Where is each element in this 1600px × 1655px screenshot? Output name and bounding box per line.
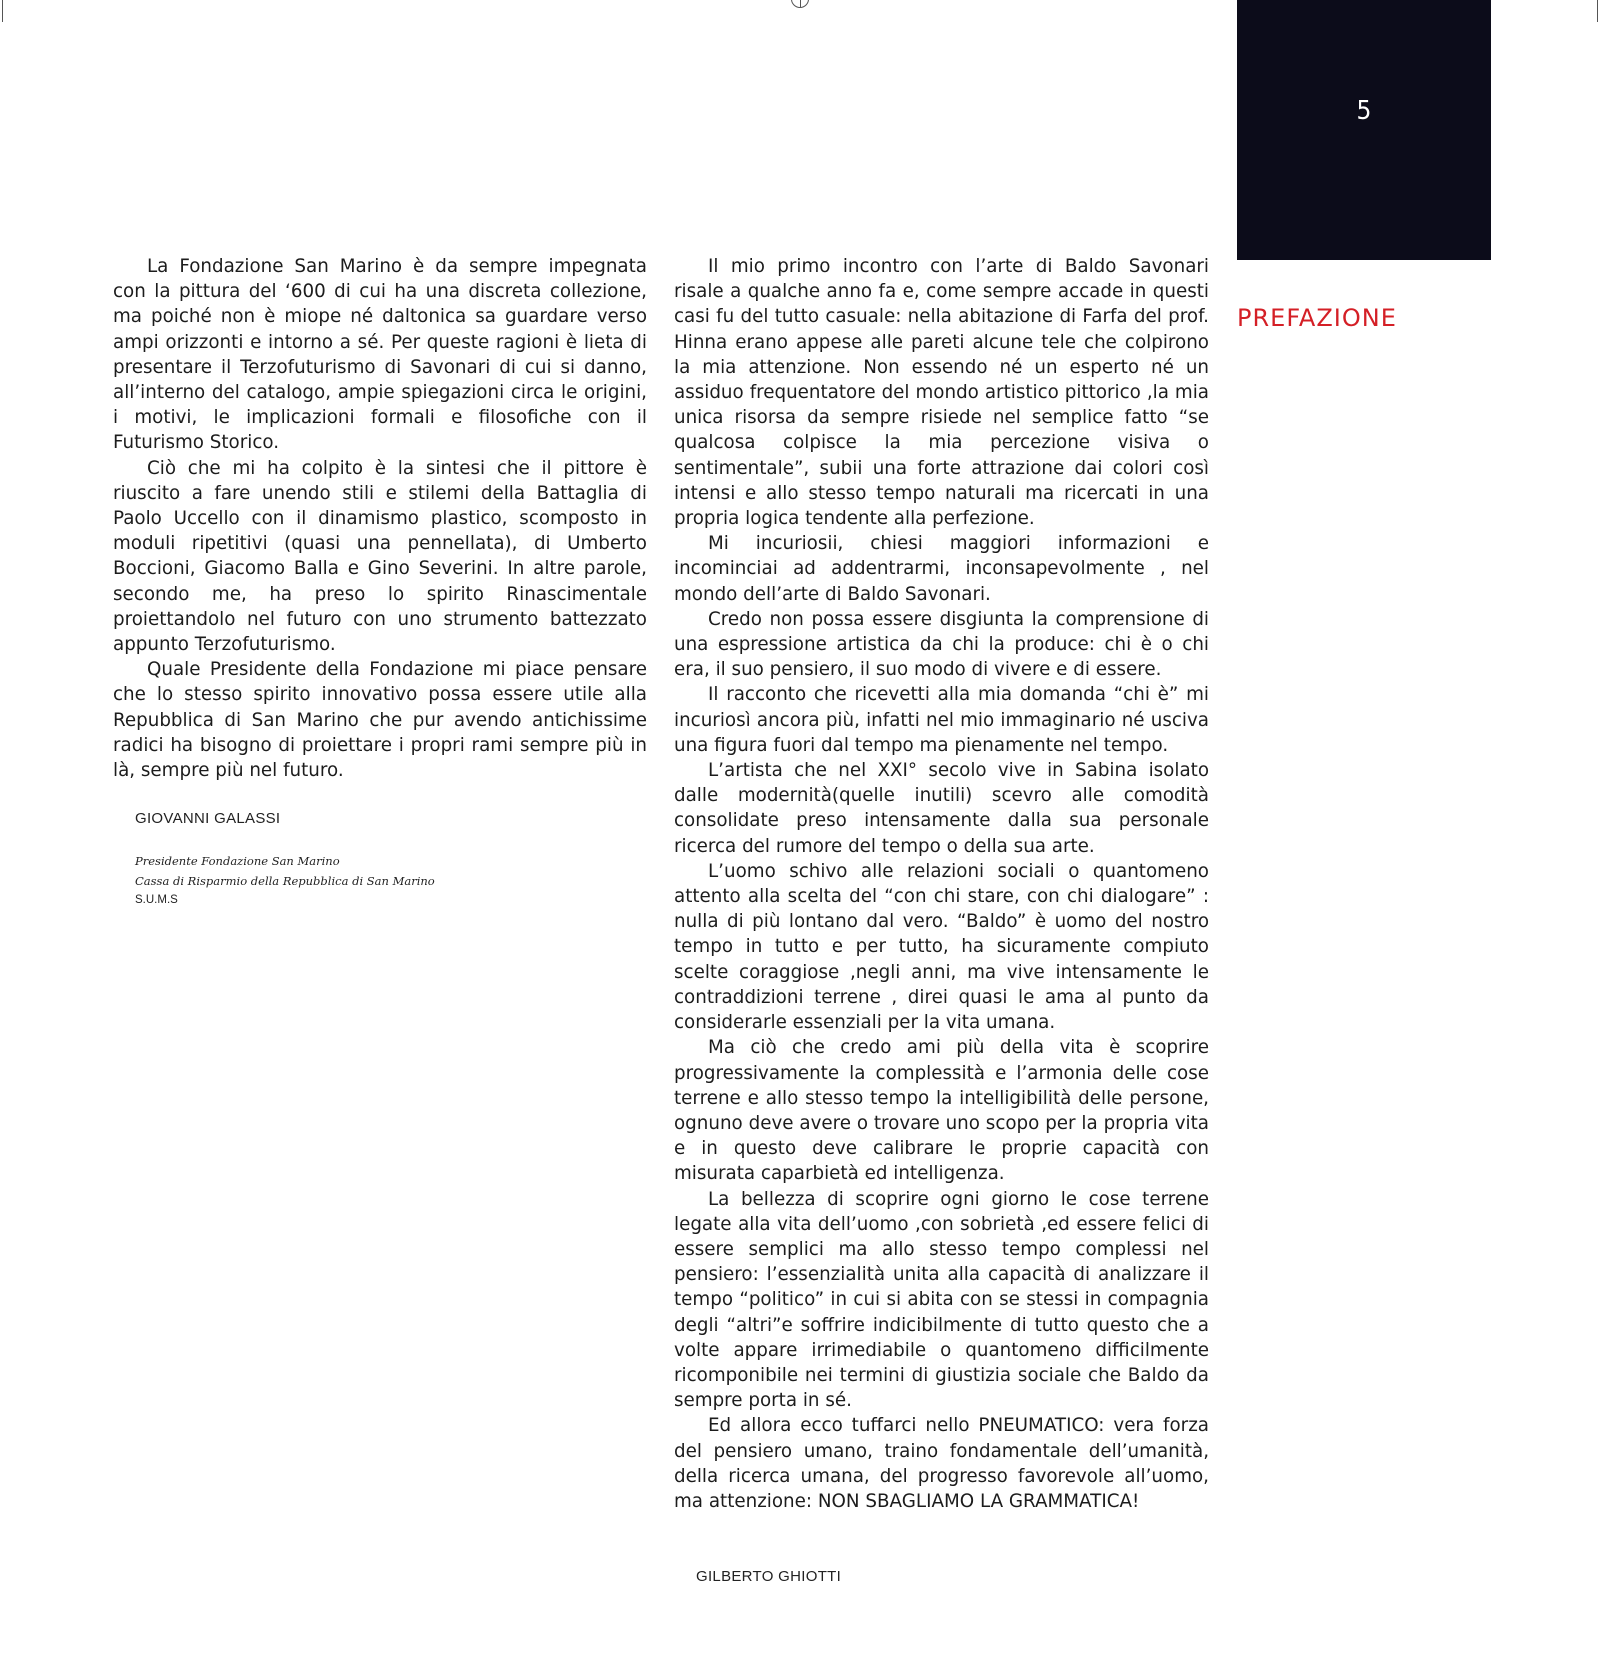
left-column (113, 254, 647, 783)
affiliation-line: S.U.M.S (135, 894, 178, 906)
registration-mark-icon (791, 0, 809, 8)
paragraph: L’artista che nel XXI° secolo vive in Sabina isolato dalle modernità(quelle inutili) scevro alle comodità consolidate preso intensamente dalla sua personale ricerca del rumore del tempo o della sua arte. (674, 760, 1209, 857)
paragraph: L’uomo schivo alle relazioni sociali o quantomeno attento alla scelta del “con chi stare, con chi dialogare” : nulla di più lontano dal vero. “Baldo” è uomo del nostro tempo in tutto e per tutto, ha sicuramente compiuto scelte coraggiose ,negli anni, ma vive intensamente le contraddizioni terrene , direi quasi le ama al punto da considerarle essenziali per la vita umana. (674, 860, 1209, 1034)
paragraph: Il mio primo incontro con l’arte di Baldo Savonari risale a qualche anno fa e, come sempre accade in questi casi fu del tutto casuale: nella abitazione di Farfa del prof. Hinna erano appese alle pareti alcune tele che colpirono la mia attenzione. Non essendo né un esperto né un assiduo frequentatore del mondo artistico pittorico ,la mia unica risorsa da sempre risiede nel semplice fatto “se qualcosa colpisce la mia percezione visiva o sentimentale”, subii una forte attrazione dai colori così intensi e allo stesso tempo naturali ma ricercati in una propria logica tendente alla perfezione. (674, 256, 1209, 530)
paragraph: Ma ciò che credo ami più della vita è scoprire progressivamente la complessità e l’armonia delle cose terrene e allo stesso tempo la intelligibilità delle persone, ognuno deve avere o trovare uno scopo per la propria vita e in questo deve calibrare le proprie capacità con misurata caparbietà ed intelligenza. (674, 1037, 1209, 1185)
paragraph: Mi incuriosii, chiesi maggiori informazioni e incominciai ad addentrarmi, inconsapevolmente , nel mondo dell’arte di Baldo Savonari. (674, 533, 1209, 605)
crop-mark-right (1597, 0, 1598, 22)
affiliation-line: Presidente Fondazione San Marino (135, 854, 340, 868)
paragraph: La bellezza di scoprire ogni giorno le cose terrene legate alla vita dell’uomo ,con sobrietà ,ed essere felici di essere semplici ma allo stesso tempo complessi nel pensiero: l’essenzialità unita alla capacità di analizzare il tempo “politico” in cui si abita con se stessi in compagnia degli “altri”e soffrire indicibilmente di tutto questo che a volte appare irrimediabile o quantomeno difficilmente ricomponibile nei termini di giustizia sociale che Baldo da sempre porta in sé. (674, 1188, 1209, 1412)
paragraph: La Fondazione San Marino è da sempre impegnata con la pittura del ‘600 di cui ha una discreta collezione, ma poiché non è miope né daltonica sa guardare verso ampi orizzonti e intorno a sé. Per queste ragioni è lieta di presentare il Terzofuturismo di Savonari di cui si danno, all’interno del catalogo, ampie spiegazioni circa le origini, i motivi, le implicazioni formali e filosofiche con il Futurismo Storico. (113, 256, 647, 454)
right-column (674, 254, 1209, 1514)
author-affiliation (135, 852, 435, 911)
page-number-block (1237, 0, 1491, 260)
paragraph: Quale Presidente della Fondazione mi piace pensare che lo stesso spirito innovativo possa essere utile alla Repubblica di San Marino che pur avendo antichissime radici ha bisogno di proiettare i propri rami sempre più in là, sempre più nel futuro. (113, 659, 647, 782)
section-title: PREFAZIONE (1237, 304, 1397, 332)
affiliation-line: Cassa di Risparmio della Repubblica di San Marino (135, 873, 435, 888)
paragraph: Ed allora ecco tuffarci nello PNEUMATICO: vera forza del pensiero umano, traino fondamentale dell’umanità, della ricerca umana, del progresso favorevole all’uomo, ma attenzione: NON SBAGLIAMO LA GRAMMATICA! (674, 1415, 1209, 1512)
crop-mark-left (2, 0, 3, 22)
page-number: 5 (1356, 96, 1372, 126)
author-signature-left: GIOVANNI GALASSI (135, 810, 281, 827)
paragraph: Il racconto che ricevetti alla mia domanda “chi è” mi incuriosì ancora più, infatti nel mio immaginario né usciva una figura fuori dal tempo ma pienamente nel tempo. (674, 684, 1209, 756)
paragraph: Ciò che mi ha colpito è la sintesi che il pittore è riuscito a fare unendo stili e stilemi della Battaglia di Paolo Uccello con il dinamismo plastico, scomposto in moduli ripetitivi (quasi una pennellata), di Umberto Boccioni, Giacomo Balla e Gino Severini. In altre parole, secondo me, ha preso lo spirito Rinascimentale proiettandolo nel futuro con uno strumento battezzato appunto Terzofuturismo. (113, 457, 647, 656)
author-signature-right: GILBERTO GHIOTTI (696, 1568, 842, 1585)
paragraph: Credo non possa essere disgiunta la comprensione di una espressione artistica da chi la produce: chi è o chi era, il suo pensiero, il suo modo di vivere e di essere. (674, 608, 1209, 681)
